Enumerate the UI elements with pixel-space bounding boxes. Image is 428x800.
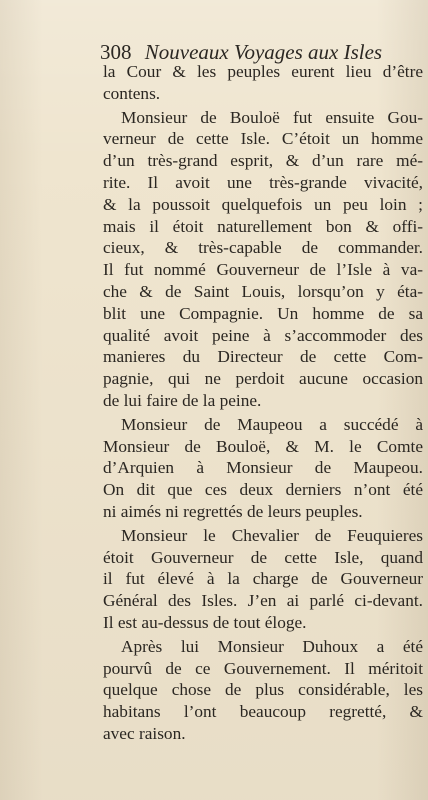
text-line: quelque chose de plus considérable, les [103,680,423,700]
text-line: Il fut nommé Gouverneur de l’Isle à va- [103,260,423,280]
text-line: Général des Isles. J’en ai parlé ci-devant. [103,591,423,611]
text-line: avec raison. [103,723,186,743]
text-line: mais il étoit naturellement bon & offi- [103,216,423,236]
running-title: Nouveaux Voyages aux Isles [144,40,383,64]
paragraph-3 [103,414,423,523]
text-line: & la poussoit quelquefois un peu loin ; [103,194,423,214]
text-line: Monsieur de Bouloë, & M. le Comte [103,436,423,456]
text-line: manieres du Directeur de cette Com- [103,347,423,367]
text-line: blit une Compagnie. Un homme de sa [103,303,423,323]
page-number: 308 [100,40,132,64]
text-line: che & de Saint Louis, lorsqu’on y éta- [103,281,423,301]
paragraph-1 [103,61,423,105]
text-line: rite. Il avoit une très-grande vivacité, [103,172,423,192]
text-line: étoit Gouverneur de cette Isle, quand [103,547,423,567]
text-line: il fut élevé à la charge de Gouverneur [103,569,423,589]
paragraph-5 [103,636,423,745]
text-line: qualité avoit peine à s’accommoder des [103,325,423,345]
text-line: Monsieur le Chevalier de Feuquieres [121,525,423,545]
text-line: habitans l’ont beaucoup regretté, & [103,702,423,722]
text-line: ni aimés ni regrettés de leurs peuples. [103,501,363,521]
text-line: Monsieur de Maupeou a succédé à [121,414,423,434]
paragraph-4 [103,525,423,634]
body-text [103,61,423,745]
text-line: Il est au-dessus de tout éloge. [103,612,307,632]
text-line: pagnie, qui ne perdoit aucune occasion [103,369,423,389]
text-line: verneur de cette Isle. C’étoit un homme [103,129,423,149]
text-line: d’Arquien à Monsieur de Maupeou. [103,458,423,478]
text-line: cieux, & très-capable de commander. [103,238,423,258]
paragraph-2 [103,107,423,412]
text-line: de lui faire de la peine. [103,390,262,410]
text-line: d’un très-grand esprit, & d’un rare mé- [103,151,423,171]
text-line: contens. [103,83,161,103]
text-line: pourvû de ce Gouvernement. Il méritoit [103,658,423,678]
text-line: On dit que ces deux derniers n’ont été [103,480,423,500]
text-line: Après lui Monsieur Duhoux a été [121,636,423,656]
text-line: la Cour & les peuples eurent lieu d’être [103,62,423,81]
text-line: Monsieur de Bouloë fut ensuite Gou- [121,107,423,127]
